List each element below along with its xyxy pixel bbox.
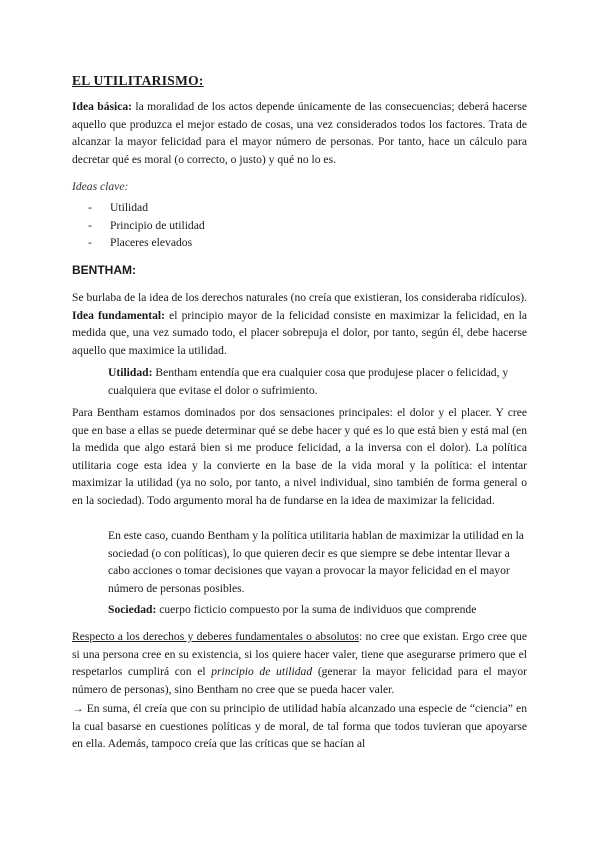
principio-utilidad-term: principio de utilidad: [211, 665, 313, 679]
sociedad-text: cuerpo ficticio compuesto por la suma de individuos que comprende: [156, 603, 477, 616]
sociedad-definition: [108, 601, 528, 619]
utilidad-definition: [108, 364, 528, 399]
utilidad-label: Utilidad:: [108, 366, 153, 379]
idea-basica-paragraph: [72, 98, 527, 168]
sociedad-utility-paragraph: En este caso, cuando Bentham y la política utilitaria hablan de maximizar la utilidad en la sociedad (o con políticas), lo que quieren decir es que siempre se debe intentar llevar a cabo acciones o tomar decisiones que vayan a provocar la mayor felicidad en el mayor número de personas posibles.: [108, 529, 524, 595]
list-item: [88, 217, 205, 235]
bentham-intro-paragraph: [72, 289, 527, 359]
dash-bullet: -: [88, 201, 92, 214]
sociedad-label: Sociedad:: [108, 603, 157, 616]
list-item-text: Utilidad: [110, 201, 148, 214]
idea-basica-label: Idea básica:: [72, 100, 133, 113]
idea-fundamental-text: el principio mayor de la felicidad consiste en maximizar la felicidad, en la medida que, una vez sumado todo, el placer sobrepuja el dolor, por tanto, según él, debe hacerse aquello que maximice la utilidad.: [72, 308, 527, 357]
derechos-text-a: : no cree que existan. Ergo cree que si una persona cree en su existencia, si los quiere hacer valer, tiene que asegurarse primero que el respetarlos cumplirá con el: [72, 630, 527, 679]
ideas-clave-list: [88, 199, 205, 252]
sensaciones-paragraph: Para Bentham estamos dominados por dos sensaciones principales: el dolor y el placer. Y cree que en base a ellas se puede determinar qué se debe hacer y qué es lo que está bien y está mal (en la medida que algo estará bien si me produce felicidad, a la inversa con el dolor). La política utilitaria coge esta idea y la convierte en la base de la vida moral y la política: el intentar maximizar la utilidad (ya no solo, por tanto, a nivel individual, sino también de forma general o en la sociedad). Todo argumento moral ha de fundarse en la idea de maximizar la felicidad.: [72, 406, 527, 507]
bentham-heading: BENTHAM:: [72, 263, 136, 277]
page-title: EL UTILITARISMO:: [72, 73, 204, 88]
dash-bullet: -: [88, 218, 92, 232]
list-item-text: Placeres elevados: [110, 236, 193, 250]
utilidad-text: Bentham entendía que era cualquier cosa que produjese placer o felicidad, y cualquiera que evitase el dolor o sufrimiento.: [108, 366, 509, 397]
idea-basica-text: la moralidad de los actos depende únicamente de las consecuencias; deberá hacerse aquello que produzca el mejor estado de cosas, una vez considerados todos los factores. Trata de alcanzar la mayor felicidad para el mayor número de personas. Por tanto, hace un cálculo para decretar qué es moral (o correcto, o justo) y qué no lo es.: [72, 100, 527, 166]
derechos-paragraph: [72, 628, 527, 698]
dash-bullet: -: [88, 236, 92, 250]
list-item: [88, 234, 205, 252]
derechos-label: Respecto a los derechos y deberes fundamentales o absolutos: [72, 630, 360, 643]
list-item: [88, 199, 205, 217]
bentham-intro-text: Se burlaba de la idea de los derechos naturales (no creía que existieran, los consideraba ridículos).: [72, 291, 527, 304]
en-suma-paragraph: → En suma, él creía que con su principio de utilidad había alcanzado una especie de “ciencia” en la cual basarse en cuestiones políticas y de moral, de tal forma que todos tuvieran que apoyarse en ella. Además, tampoco creía que las críticas que se hacían al: [72, 702, 527, 751]
list-item-text: Principio de utilidad: [110, 218, 205, 232]
ideas-clave-label: Ideas clave:: [72, 180, 129, 193]
derechos-text-b: (generar la mayor felicidad para el mayor número de personas), sino Bentham no cree que se pueda hacer valer.: [72, 665, 527, 696]
idea-fundamental-label: Idea fundamental:: [72, 308, 165, 322]
